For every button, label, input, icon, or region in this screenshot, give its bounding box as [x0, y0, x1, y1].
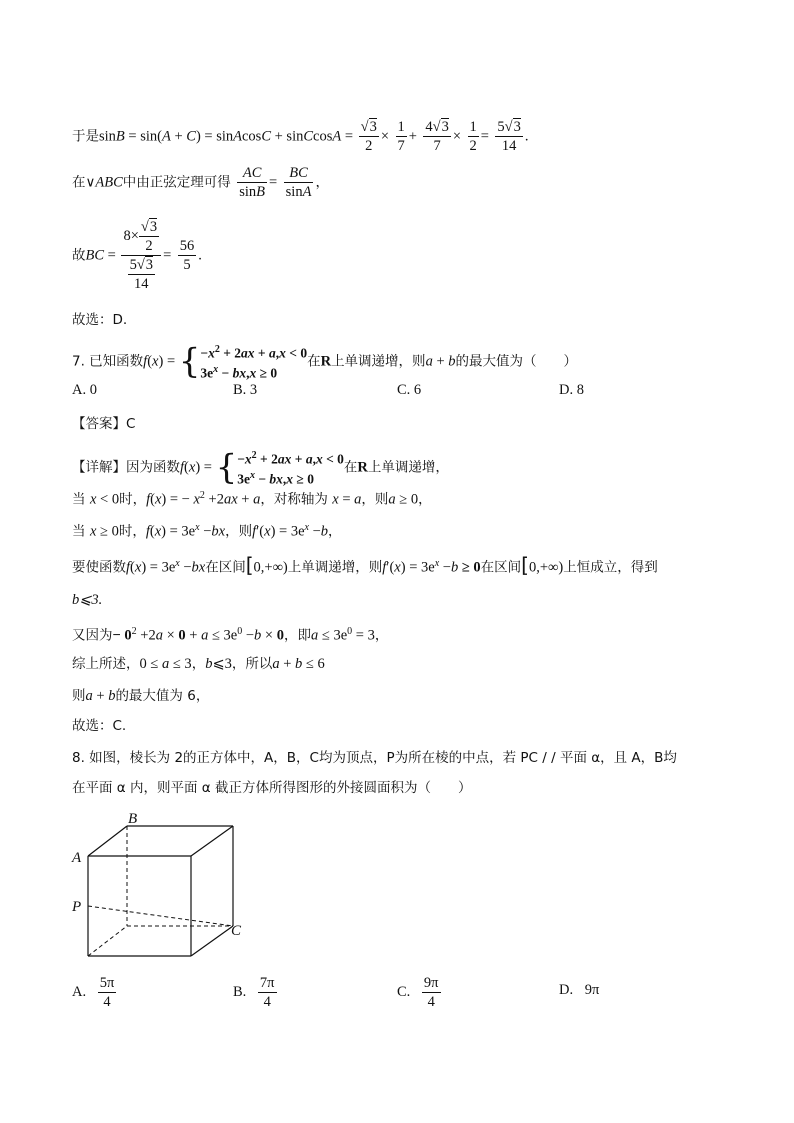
sinB-line: 于是sinB = sin(A + C) = sinAcosC + sinCcosA = $\frac{√3}{2}$ × $\frac{1}{7}$ + $\frac{4√3}{7}$ × $\frac{1}{2}$ = $\frac{5√3}{14}$ . — [72, 119, 529, 154]
text: ，则 — [225, 523, 253, 540]
q8-option-a — [72, 974, 118, 1011]
text: 7π — [259, 975, 275, 991]
text: 时， — [119, 491, 147, 508]
text: 【详解】因为函数 — [72, 459, 180, 476]
text: 上单调递增，则 — [287, 559, 383, 576]
text: 7. 已知函数 — [72, 353, 144, 370]
detail-case-2: 当 x ≥ 0时，$f(x) = 3e^x -bx$，则$f'(x) = 3e^x -b$， — [72, 522, 342, 540]
bc-result-line: 故BC = 8× $\frac{√3}{2}$ $\frac{5√3}{14}$ = $\frac{56}{5}$ . — [72, 219, 202, 292]
text: ，即 — [283, 627, 311, 644]
detail-combine: 又因为− $0^2 +2a \times 0 + a \le 3e^0 -b \times 0$，即$a \le 3e^0 = 3$， — [72, 626, 389, 644]
q8-option-d — [559, 982, 599, 999]
q7-option-c: C. 6 — [397, 382, 422, 398]
text: 综上所述， — [72, 656, 140, 672]
label-b: B — [128, 811, 138, 827]
text: ， — [191, 656, 206, 672]
text: D. — [559, 982, 574, 998]
text: ，对称轴为 — [260, 491, 328, 508]
segment-pc — [88, 906, 233, 926]
text: 则 — [72, 688, 86, 704]
text: 5π — [99, 975, 115, 991]
label-a: A — [72, 850, 82, 866]
text: 上单调递增， — [367, 459, 449, 476]
text: ， — [328, 523, 342, 540]
text: 当 — [72, 491, 86, 508]
text: ， — [315, 174, 329, 191]
text: 上单调递增，则 — [331, 353, 426, 370]
text: ， — [374, 627, 389, 644]
detail-case-1: 当 x < 0时，f(x) = − $x^2 +2ax + a$，对称轴为 x = a，则a ≥ 0， — [72, 490, 432, 508]
question-8-line-2: 在平面 α 内，则平面 α 截正方体所得图形的外接圆面积为（ ） — [72, 780, 472, 796]
text: 在区间 — [480, 559, 522, 576]
answer-7: 【答案】C — [72, 416, 136, 432]
hidden-edge — [88, 926, 127, 956]
q7-option-b: B. 3 — [233, 382, 258, 398]
text: 9π — [584, 982, 600, 998]
q8-option-c — [397, 974, 443, 1011]
q8-option-b — [233, 974, 279, 1011]
text: 9π — [423, 975, 439, 991]
cube-edge — [191, 926, 233, 956]
text: A. — [72, 983, 87, 1000]
question-7: 7. 已知函数f(x) = { $-x^2 + 2ax + a,x < 0$ $3e^x - bx,x \ge 0$ 在R上单调递增，则a + b的最大值为（ ） — [72, 341, 577, 382]
detail-line: 【详解】因为函数f(x) = { $-x^2 + 2ax + a,x < 0$ $3e^x - bx,x \ge 0$ 在R上单调递增， — [72, 447, 449, 488]
text: 在∨ — [72, 174, 96, 191]
choose-d-line: 故选：D. — [72, 312, 128, 328]
cube-edge — [191, 826, 233, 856]
detail-summary: 综上所述，0 ≤ a ≤ 3，b⩽3，所以a + b ≤ 6 — [72, 656, 325, 672]
q7-option-a: A. 0 — [72, 382, 97, 398]
sine-law-line: 在∨ABC中由正弦定理可得 $\frac{AC}{\sin B}$ = $\frac{BC}{\sin A}$ ， — [72, 165, 329, 200]
question-8-line-1: 8. 如图，棱长为 2的正方体中，A，B，C均为顶点，P为所在棱的中点，若 PC / / 平面 α，且 A，B均 — [72, 750, 677, 766]
text: 要使函数 — [72, 559, 126, 576]
cube-figure — [66, 808, 256, 968]
detail-max: 则a + b的最大值为 6， — [72, 688, 210, 704]
text: 4 — [103, 994, 111, 1010]
text: B. — [233, 983, 247, 1000]
label-p: P — [72, 899, 82, 915]
text: 故 — [72, 247, 86, 264]
text: 中由正弦定理可得 — [122, 174, 231, 191]
text: ， — [418, 491, 432, 508]
text: 时， — [118, 523, 146, 540]
text: 4 — [427, 994, 435, 1010]
text: 的最大值为（ ） — [455, 353, 577, 370]
text: ，则 — [361, 491, 389, 508]
text: 于是 — [72, 128, 99, 145]
text: 在区间 — [205, 559, 246, 576]
label-c: C — [231, 923, 242, 939]
text: 在 — [307, 353, 321, 370]
text: 上恒成立，得到 — [563, 559, 658, 576]
text: 的最大值为 6， — [115, 688, 210, 704]
text: 又因为 — [72, 627, 113, 644]
q7-option-d: D. 8 — [559, 382, 584, 398]
text: 当 — [72, 523, 86, 540]
text: C. — [397, 983, 411, 1000]
detail-b-bound: b⩽3. — [72, 592, 103, 608]
text: ，所以 — [231, 656, 273, 672]
text: 4 — [263, 994, 271, 1010]
choose-c-line: 故选：C. — [72, 718, 127, 734]
detail-monotone: 要使函数$f(x) = 3e^x -bx$在区间[0,+∞)上单调递增，则$f'(x) = 3e^x -b \ge 0$在区间[0,+∞)上恒成立，得到 — [72, 552, 658, 577]
cube-edge — [88, 826, 127, 856]
